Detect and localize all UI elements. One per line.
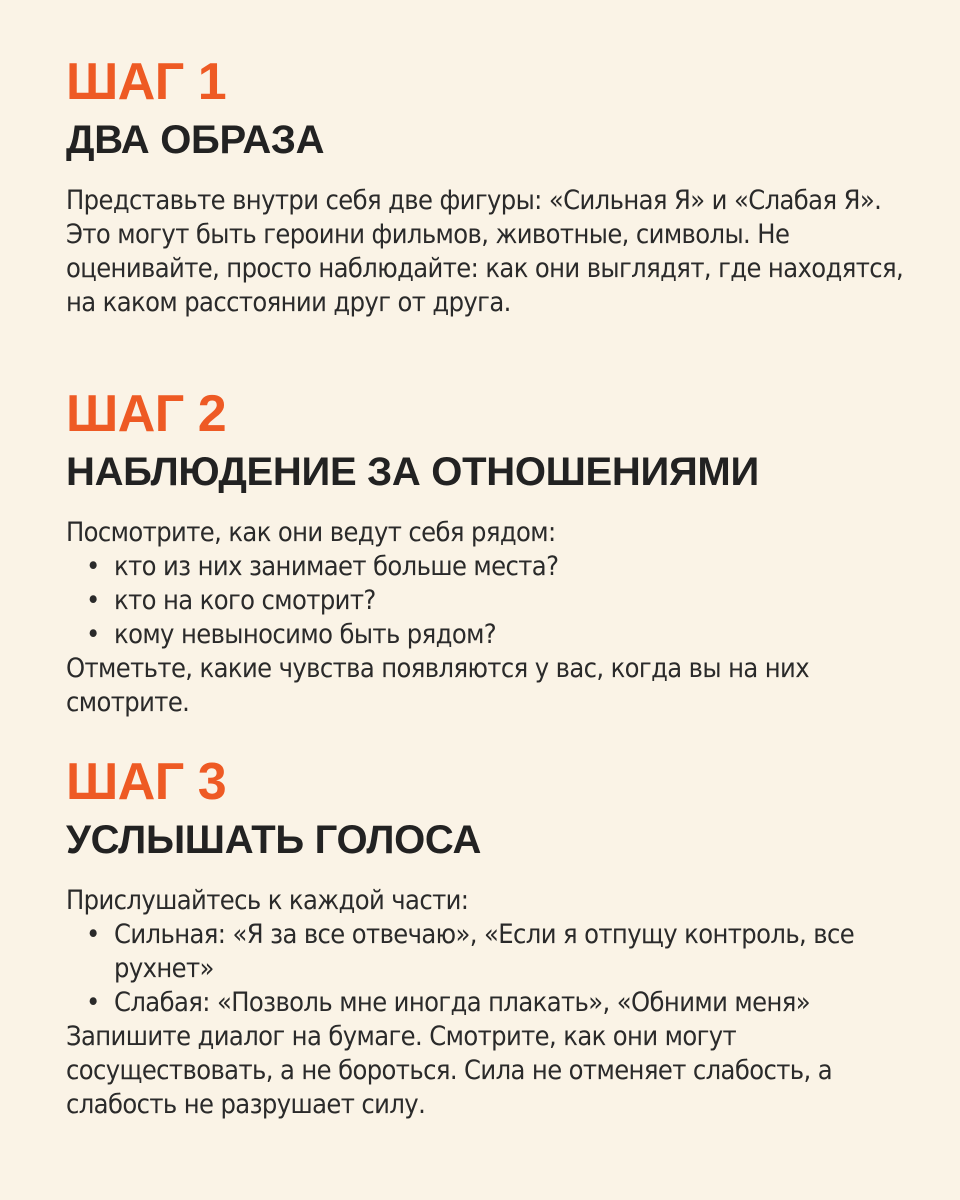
step-1-label: ШАГ 1 (66, 53, 227, 111)
list-item (86, 584, 926, 618)
step-2-intro: Посмотрите, как они ведут себя рядом: (66, 517, 556, 548)
step-3-body (66, 884, 926, 1122)
step-3-title: УСЛЫШАТЬ ГОЛОСА (66, 818, 482, 862)
step-1-section (66, 52, 906, 320)
list-item-text: Слабая: «Позволь мне иногда плакать», «Обними меня» (114, 987, 811, 1018)
bullet-icon: • (86, 551, 100, 582)
step-3-label: ШАГ 3 (66, 753, 227, 811)
list-item-text: Сильная: «Я за все отвечаю», «Если я отпущу контроль, все рухнет» (114, 919, 855, 984)
step-2-body (66, 516, 926, 720)
step-2-bullet-list (66, 550, 926, 652)
bullet-icon: • (86, 919, 100, 950)
list-item (86, 918, 926, 986)
bullet-icon: • (86, 987, 100, 1018)
list-item-text: кто из них занимает больше места? (114, 551, 559, 582)
list-item-text: кому невыносимо быть рядом? (114, 619, 497, 650)
list-item (86, 986, 926, 1020)
list-item-text: кто на кого смотрит? (114, 585, 376, 616)
step-1-title: ДВА ОБРАЗА (66, 118, 325, 162)
step-3-intro: Прислушайтесь к каждой части: (66, 885, 469, 916)
step-2-section (66, 384, 926, 720)
step-3-bullet-list (66, 918, 926, 1020)
bullet-icon: • (86, 585, 100, 616)
step-1-body (66, 184, 906, 320)
step-2-title: НАБЛЮДЕНИЕ ЗА ОТНОШЕНИЯМИ (66, 450, 759, 494)
step-2-label: ШАГ 2 (66, 385, 227, 443)
list-item (86, 618, 926, 652)
step-3-outro: Запишите диалог на бумаге. Смотрите, как они могут сосуществовать, а не бороться. Сила не отменяет слабость, а слабость не разрушает силу. (66, 1021, 832, 1120)
step-1-intro: Представьте внутри себя две фигуры: «Сильная Я» и «Слабая Я». Это могут быть героини фильмов, животные, символы. Не оценивайте, просто наблюдайте: как они выглядят, где находятся, на каком расстоянии друг от друга. (66, 185, 904, 318)
bullet-icon: • (86, 619, 100, 650)
step-3-section (66, 752, 926, 1122)
step-2-outro: Отметьте, какие чувства появляются у вас, когда вы на них смотрите. (66, 653, 810, 718)
list-item (86, 550, 926, 584)
